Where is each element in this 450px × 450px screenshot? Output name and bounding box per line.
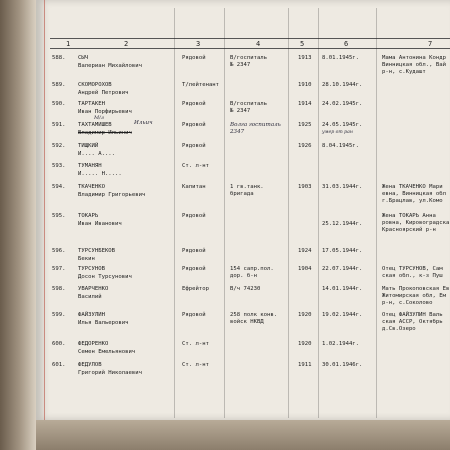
surname: ФЕДУЛОВ (78, 362, 102, 368)
relative-line: Мать Прокоповская Ев (382, 286, 450, 292)
rank: Рядовой (182, 266, 206, 272)
relative-line: Мама Антонина Кондр (382, 55, 446, 61)
given-names: И..... Н..... (78, 171, 122, 177)
unit-detail: № 2347 (230, 62, 251, 68)
death-date: 8.04.1945г. (322, 143, 360, 149)
rank: Ст. л-нт (182, 163, 209, 169)
relative-line: р-н, с.Кудашт (382, 69, 426, 75)
table-row (36, 55, 450, 85)
relative-line: д.Св.Озеро (382, 326, 416, 332)
surname: ТУРСУНОВ (78, 266, 105, 272)
book-binding (0, 0, 36, 450)
birth-year: 1920 (298, 341, 312, 347)
given-names: Василий (78, 294, 102, 300)
unit: Волга госпиталь (230, 122, 281, 128)
record-number: 599. (52, 312, 66, 318)
surname: ТАХТАМИШЕВ (78, 122, 112, 128)
record-number: 589. (52, 82, 66, 88)
record-number: 600. (52, 341, 66, 347)
ledger-page (36, 0, 450, 420)
unit: В/госпиталь (230, 101, 268, 107)
rank: Т/лейтенант (182, 82, 220, 88)
relative-line: Житомирская обл, Ем (382, 293, 446, 299)
surname: ТУРСУНБЕКОВ (78, 248, 116, 254)
death-date: 30.01.1946г. (322, 362, 363, 368)
given-names: Иван Иванович (78, 221, 122, 227)
relative-line: Красноярский р-н (382, 227, 436, 233)
record-number: 597. (52, 266, 66, 272)
table-row (36, 312, 450, 342)
surname: ТУМАНЯН (78, 163, 102, 169)
record-number: 601. (52, 362, 66, 368)
death-date: 25.12.1944г. (322, 221, 363, 227)
surname: ТИЩКИЙ (78, 143, 99, 149)
death-date: 31.03.1944г. (322, 184, 363, 190)
unit-detail: войск НКВД (230, 319, 264, 325)
record-number: 598. (52, 286, 66, 292)
unit: В/госпиталь (230, 55, 268, 61)
birth-year: 1913 (298, 55, 312, 61)
given-names: Владимир Григорьевич (78, 192, 146, 198)
unit-detail: дор. б-н (230, 273, 257, 279)
unit-detail: бригада (230, 191, 254, 197)
unit-detail: № 2347 (230, 108, 251, 114)
surname: ФАЙЗУЛИН (78, 312, 105, 318)
given-names: И.... А.... (78, 151, 116, 157)
birth-year: 1910 (298, 82, 312, 88)
given-names: Бекин (78, 256, 95, 262)
record-number: 588. (52, 55, 66, 61)
relative-line: ская АССР, Октябрь (382, 319, 443, 325)
handwritten-note: М/л (94, 115, 104, 121)
unit: 1 гв.танк. (230, 184, 264, 190)
record-number: 594. (52, 184, 66, 190)
header-bottom-rule (50, 48, 450, 49)
relative-line: Винницкая обл., Вай (382, 62, 446, 68)
death-date: 14.01.1944г. (322, 286, 363, 292)
rank: Ефрейтор (182, 286, 209, 292)
death-date: 19.02.1944г. (322, 312, 363, 318)
given-names: Владимир Ильинич (78, 130, 132, 136)
relative-line: Отец ФАЙЗУЛИН Валь (382, 312, 443, 318)
rank: Рядовой (182, 55, 206, 61)
unit-detail: 2347 (230, 129, 245, 135)
surname: СЫЧ (78, 55, 89, 61)
given-names: Семен Емельянович (78, 349, 136, 355)
relative-line: Жена ТКАЧЕНКО Мари (382, 184, 443, 190)
death-date: 28.10.1944г. (322, 82, 363, 88)
rank: Рядовой (182, 143, 206, 149)
surname: УВАРЧЕНКО (78, 286, 109, 292)
unit: 154 сапр.пол. (230, 266, 274, 272)
relative-line: ская обл., к-з Пуш (382, 273, 443, 279)
given-names: Досон Турсунович (78, 274, 132, 280)
surname: ФЕДОРЕНКО (78, 341, 109, 347)
unit: 258 полк конв. (230, 312, 278, 318)
column-number: 6 (344, 40, 349, 48)
relative-line: ровна, Кировоградска (382, 220, 450, 226)
rank: Ст. л-нт (182, 362, 209, 368)
record-number: 596. (52, 248, 66, 254)
column-number: 2 (124, 40, 129, 48)
rank: Рядовой (182, 312, 206, 318)
relative-line: Отец ТУРСУНОВ, Сам (382, 266, 443, 272)
record-number: 590. (52, 101, 66, 107)
birth-year: 1904 (298, 266, 312, 272)
birth-year: 1924 (298, 248, 312, 254)
given-names: Григорий Николаевич (78, 370, 142, 376)
death-date: 8.01.1945г. (322, 55, 360, 61)
record-number: 592. (52, 143, 66, 149)
unit: В/ч 74230 (230, 286, 261, 292)
column-number: 7 (428, 40, 433, 48)
record-number: 591. (52, 122, 66, 128)
death-date: 22.07.1944г. (322, 266, 363, 272)
relative-line: г.Брацлав, ул.Комо (382, 198, 443, 204)
record-number: 595. (52, 213, 66, 219)
given-names: Илья Вальерович (78, 320, 129, 326)
column-number: 4 (256, 40, 261, 48)
death-date: 24.02.1945г. (322, 101, 363, 107)
given-names: Андрей Петрович (78, 90, 129, 96)
rank: Рядовой (182, 122, 206, 128)
rank: Рядовой (182, 248, 206, 254)
relative-line: р-н, с.Соколово (382, 300, 433, 306)
column-number: 3 (196, 40, 201, 48)
relative-line: Жена ТОКАРЬ Анна (382, 213, 436, 219)
rank: Рядовой (182, 101, 206, 107)
handwritten-correction: Ильич (134, 120, 153, 126)
surname: ТОКАРЬ (78, 213, 99, 219)
surname: СКОМОРОХОВ (78, 82, 112, 88)
surname: ТАРТАКЕН (78, 101, 105, 107)
table-row (36, 362, 450, 392)
birth-year: 1925 (298, 122, 312, 128)
death-date: 1.02.1944г. (322, 341, 360, 347)
column-number: 1 (66, 40, 71, 48)
birth-year: 1911 (298, 362, 312, 368)
death-cause: умер от ран (322, 130, 353, 135)
rank: Капитан (182, 184, 206, 190)
birth-year: 1926 (298, 143, 312, 149)
death-date: 24.05.1945г. (322, 122, 363, 128)
table-row (36, 184, 450, 214)
record-number: 593. (52, 163, 66, 169)
column-number: 5 (300, 40, 305, 48)
header-top-rule (50, 38, 450, 39)
given-names: Валериан Михайлович (78, 63, 142, 69)
relative-line: евна, Винницкая обл (382, 191, 446, 197)
background-surface (36, 420, 450, 450)
birth-year: 1914 (298, 101, 312, 107)
birth-year: 1903 (298, 184, 312, 190)
rank: Рядовой (182, 213, 206, 219)
given-names: Иван Порфирьевич (78, 109, 132, 115)
surname: ТКАЧЕНКО (78, 184, 105, 190)
table-row (36, 213, 450, 243)
rank: Ст. л-нт (182, 341, 209, 347)
death-date: 17.05.1944г. (322, 248, 363, 254)
birth-year: 1920 (298, 312, 312, 318)
